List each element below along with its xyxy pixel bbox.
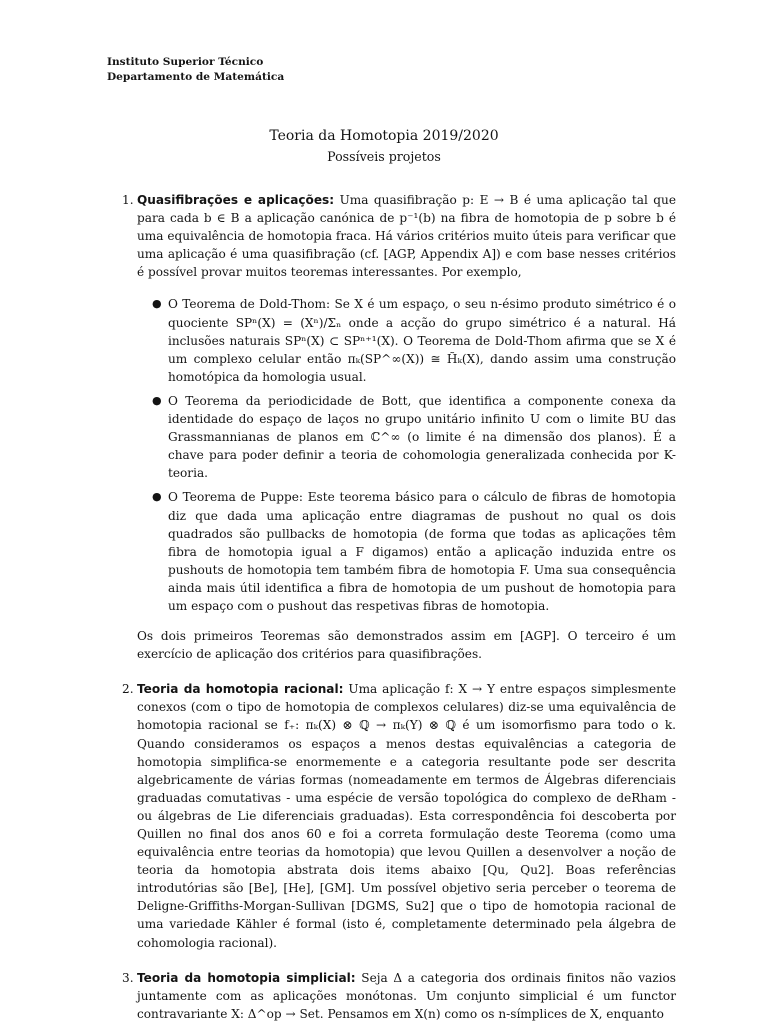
item-title: Quasifibrações e aplicações: [137, 193, 335, 207]
department-name: Departamento de Matemática [107, 70, 285, 83]
bullet-icon: ● [152, 297, 162, 311]
item-intro [137, 969, 676, 1023]
project-item-2 [106, 680, 676, 951]
document-subtitle: Possíveis projetos [327, 149, 441, 164]
item-title: Teoria da homotopia racional: [137, 682, 344, 697]
item-intro-text: Uma aplicação f: X → Y entre espaços simplesmente conexos (com o tipo de homotopia de complexos celulares) diz-se uma equivalência de homotopia racional se f₊: πₖ(X) ⊗ ℚ → πₖ(Y) ⊗ ℚ é um isomorfismo para todo o k. Quando consideramos os espaços a menos destas equivalências a categoria de homotopia simplifica-se enormemente e a categoria resultante pode ser descrita algebricamente de várias formas (nomeadamente em termos de Álgebras diferenciais graduadas comutativas - uma espécie de versão topológica do complexo de deRham - ou álgebras de Lie diferenciais graduadas). Esta correspondência foi descoberta por Quillen no final dos anos 60 e foi a correta formulação deste Teorema (como uma equivalência entre teorias da homotopia) que levou Quillen a desenvolver a noção de teoria da homotopia abstrata dois items abaixo [Qu, Qu2]. Boas referências introdutórias são [Be], [He], [GM]. Um possível objetivo seria perceber o teorema de Deligne-Griffiths-Morgan-Sullivan [DGMS, Su2] que o tipo de homotopia racional de uma variedade Kähler é formal (isto é, completamente determinado pela álgebra de cohomologia racional). [137, 682, 676, 950]
bullet-item [152, 295, 676, 385]
item-footer: Os dois primeiros Teoremas são demonstrados assim em [AGP]. O terceiro é um exercício de aplicação dos critérios para quasifibrações. [137, 629, 676, 662]
item-number: 3. [122, 970, 134, 985]
bullet-text: O Teorema de Dold-Thom: Se X é um espaço, o seu n-ésimo produto simétrico é o quociente SPⁿ(X) = (Xⁿ)/Σₙ onde a acção do grupo simétrico é a natural. Há inclusões naturais SPⁿ(X) ⊂ SPⁿ⁺¹(X). O Teorema de Dold-Thom afirma que se X é um complexo celular então πₖ(SP^∞(X)) ≅ H̃ₖ(X), dando assim uma construção homotópica da homologia usual. [168, 297, 676, 384]
project-item-1 [106, 191, 676, 663]
bullet-item [152, 488, 676, 615]
bullet-text: O Teorema de Puppe: Este teorema básico para o cálculo de fibras de homotopia diz que dada uma aplicação entre diagramas de pushout no qual os dois quadrados são pullbacks de homotopia (de forma que todas as aplicações têm fibra de homotopia igual a F digamos) então a aplicação induzida entre os pushouts de homotopia tem também fibra de homotopia F. Uma sua consequência ainda mais útil identifica a fibra de homotopia de um pushout de homotopia para um espaço com o pushout das respetivas fibras de homotopia. [168, 490, 676, 613]
item-intro [137, 680, 676, 951]
item-intro [137, 191, 676, 281]
institution-header [107, 55, 284, 84]
item-title: Teoria da homotopia simplicial: [137, 970, 356, 985]
bullet-icon: ● [152, 490, 162, 504]
document-title: Teoria da Homotopia 2019/2020 [269, 128, 499, 144]
project-list [106, 191, 676, 1023]
bullet-item [152, 392, 676, 482]
theorem-list [137, 295, 676, 615]
item-intro-text: Seja Δ a categoria dos ordinais finitos não vazios juntamente com as aplicações monótonas. Um conjunto simplicial é um functor contravariante X: Δ^op → Set. Pensamos em X(n) como os n-símplices de X, enquanto [137, 970, 676, 1021]
item-number: 2. [122, 682, 134, 697]
project-item-3 [106, 969, 676, 1023]
bullet-icon: ● [152, 393, 162, 407]
institution-name: Instituto Superior Técnico [107, 56, 264, 68]
item-intro-text: Uma quasifibração p: E → B é uma aplicação tal que para cada b ∈ B a aplicação canónica de p⁻¹(b) na fibra de homotopia de p sobre b é uma equivalência de homotopia fraca. Há vários critérios muito úteis para verificar que uma aplicação é uma quasifibração (cf. [AGP, Appendix A]) e com base nesses critérios é possível provar muitos teoremas interessantes. Por exemplo, [137, 193, 676, 280]
bullet-text: O Teorema da periodicidade de Bott, que identifica a componente conexa da identidade do espaço de laços no grupo unitário infinito U com o limite BU das Grassmannianas de planos em ℂ^∞ (o limite é na dimensão dos planos). É a chave para poder definir a teoria de cohomologia generalizada conhecida por K-teoria. [168, 393, 676, 481]
item-number: 1. [122, 193, 134, 207]
